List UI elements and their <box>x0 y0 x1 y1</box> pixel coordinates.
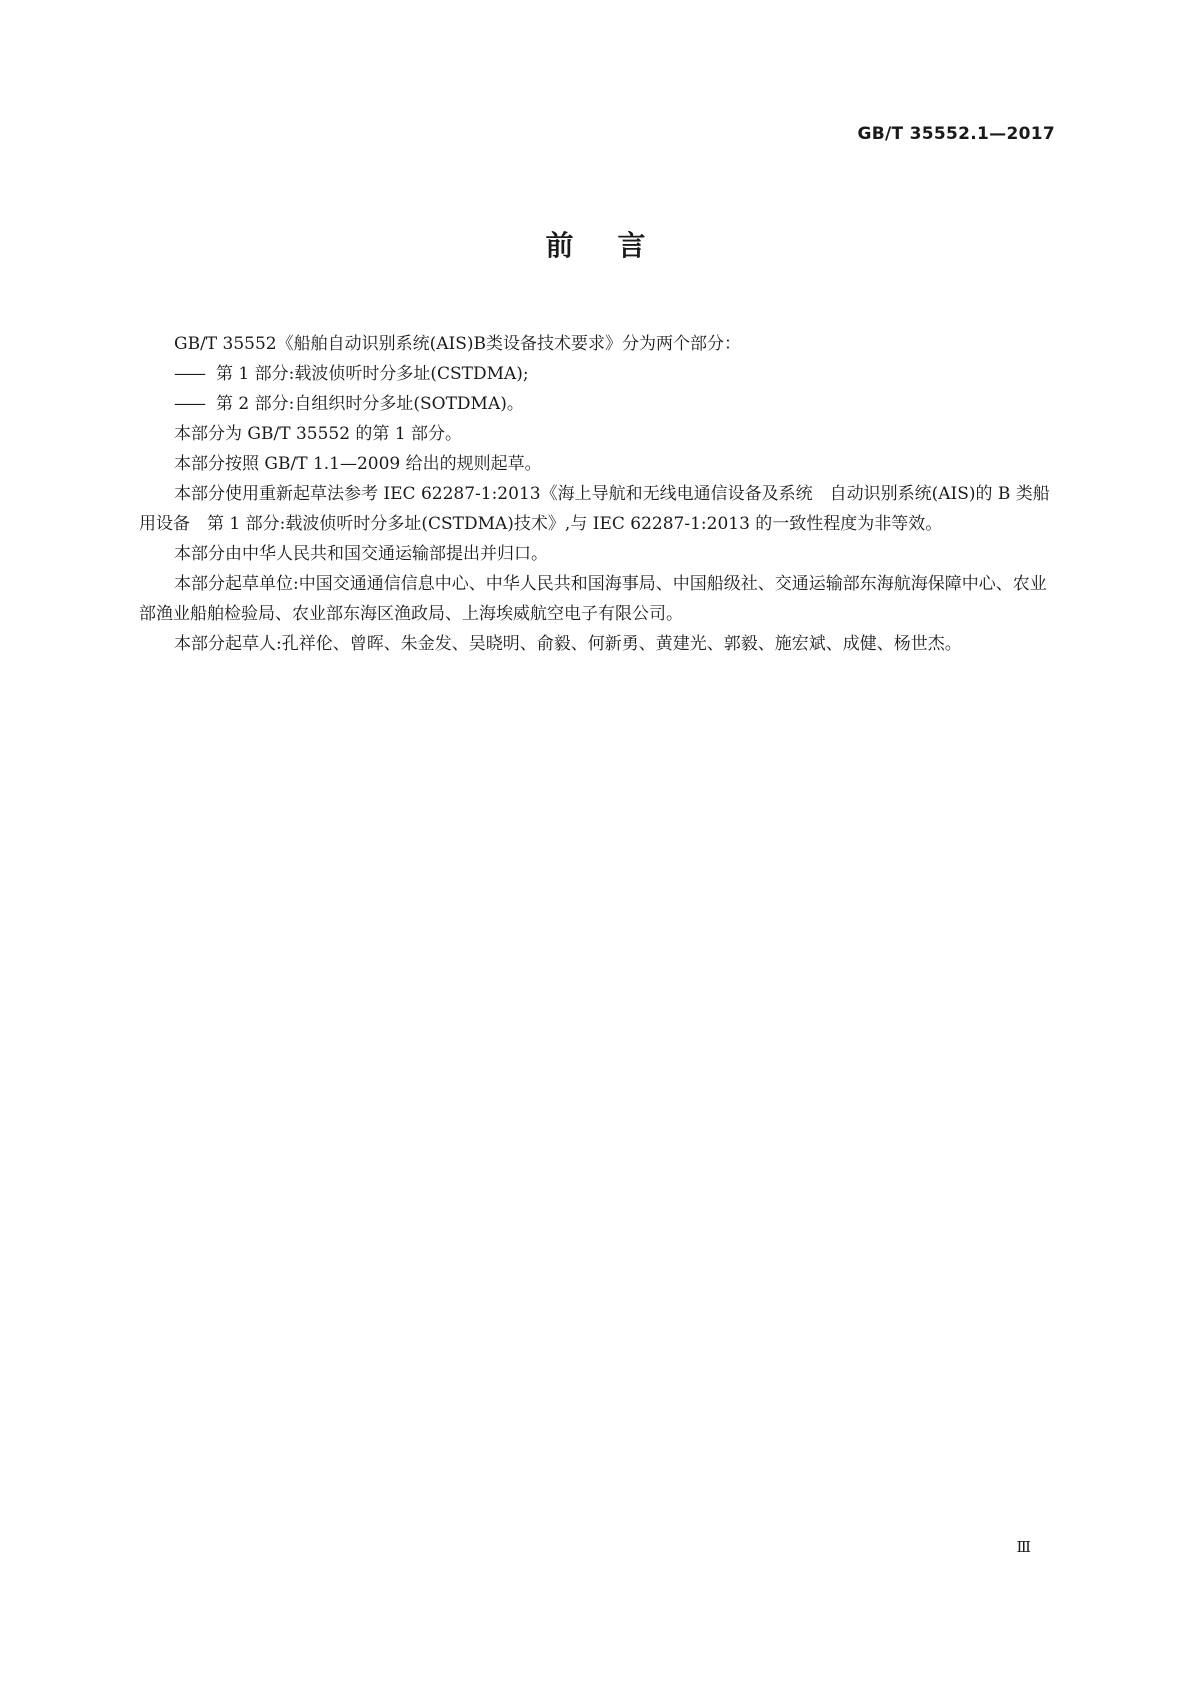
paragraph-drafting-rules: 本部分按照 GB/T 1.1—2009 给出的规则起草。 <box>174 454 542 474</box>
page-number: Ⅲ <box>1016 1538 1031 1556</box>
paragraph-part-statement: 本部分为 GB/T 35552 的第 1 部分。 <box>174 424 463 444</box>
list-item-text: 第 1 部分:载波侦听时分多址(CSTDMA); <box>216 364 529 384</box>
list-item-part-2 <box>139 389 1057 419</box>
paragraph-drafting-units: 本部分起草单位:中国交通通信信息中心、中华人民共和国海事局、中国船级社、交通运输部东海航海保障中心、农业部渔业船舶检验局、农业部东海区渔政局、上海埃威航空电子有限公司。 <box>139 574 1047 624</box>
list-item-part-1 <box>139 359 1057 389</box>
standard-number: GB/T 35552.1—2017 <box>857 124 1055 144</box>
paragraph-proposer: 本部分由中华人民共和国交通运输部提出并归口。 <box>174 544 548 564</box>
list-item-text: 第 2 部分:自组织时分多址(SOTDMA)。 <box>216 394 524 414</box>
paragraph-drafters: 本部分起草人:孔祥伦、曾晖、朱金发、吴晓明、俞毅、何新勇、黄建光、郭毅、施宏斌、成健、杨世杰。 <box>174 634 962 654</box>
list-dash: —— <box>174 394 204 414</box>
paragraph-intro: GB/T 35552《船舶自动识别系统(AIS)B类设备技术要求》分为两个部分： <box>174 334 742 354</box>
foreword-body <box>139 329 1057 659</box>
page-title: 前言 <box>545 229 690 262</box>
list-dash: —— <box>174 364 204 384</box>
paragraph-reference-standard: 本部分使用重新起草法参考 IEC 62287-1:2013《海上导航和无线电通信设备及系统 自动识别系统(AIS)的 B 类船用设备 第 1 部分:载波侦听时分多址(CSTDMA)技术》,与 IEC 62287-1:2013 的一致性程度为非等效。 <box>139 484 1050 534</box>
